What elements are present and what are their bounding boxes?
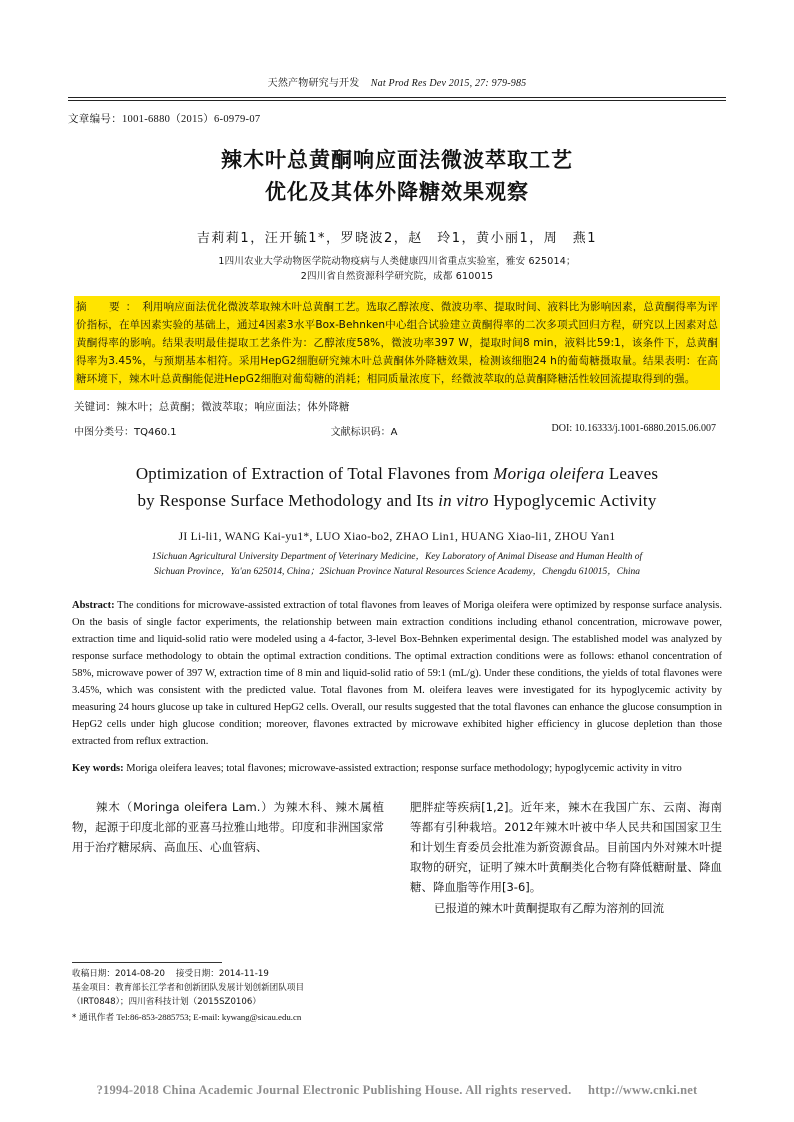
body-right-text-1: 肥胖症等疾病[1,2]。近年来，辣木在我国广东、云南、海南等都有引种栽培。2012年辣木叶被中华人民共和国国家卫生和计划生育委员会批准为新资源食品。目前国内外对辣木叶提取物的研究，证明了辣木叶黄酮类化合物有降低糖耐量、降血糖、降血脂等作用[3-6]。 bbox=[410, 799, 722, 895]
english-title bbox=[68, 460, 726, 514]
chinese-keywords bbox=[74, 399, 720, 414]
accepted-label: 接受日期： bbox=[175, 969, 219, 979]
cnki-footer bbox=[0, 1083, 794, 1098]
english-authors: JI Li-li1, WANG Kai-yu1*, LUO Xiao-bo2, ZHAO Lin1, HUANG Xiao-li1, ZHOU Yan1 bbox=[178, 530, 616, 543]
cnki-url: http://www.cnki.net bbox=[588, 1083, 698, 1097]
english-abstract-text: The conditions for microwave-assisted extraction of total flavones from leaves of Moriga oleifera were optimized by response surface analysis. On the basis of single factor experiments, the relationship between main extraction conditions including ethanol concentration, microwave power, extraction time and liquid-solid ratio were modeled using a 4-factor, 3-level Box-Behnken experimental design. The established model was analyzed by response surface methodology to obtain the optimal extraction conditions. The optimal extraction conditions were as follows: ethanol concentration of 58%, microwave power of 397 W, extraction time of 8 min and liquid-solid ratio of 59:1 (mL/g). Under these conditions, the yields of total flavones were 3.45%, which was consistent with the predicted value. Total flavones from M. oleifera leaves were investigated for its hypoglycemic activity by measuring 24 hours glucose up take in cultured HepG2 cells. Overall, our results suggested that the total flavones can enhance the glucose consumption in HepG2 cells under high glucose condition; moreover, flavones extracted by microwave exhibited higher efficiency in glucose depletion than those extracted from reflux extraction. bbox=[72, 599, 722, 747]
doc-code-value: A bbox=[390, 427, 398, 439]
running-head-chinese: 天然产物研究与开发 bbox=[267, 78, 360, 89]
received-date: 2014-08-20 bbox=[114, 969, 165, 979]
chinese-abstract-block bbox=[68, 296, 726, 438]
en-title-seg-2: Leaves bbox=[604, 464, 659, 484]
chinese-keywords-label: 关键词： bbox=[74, 401, 117, 414]
english-abstract bbox=[68, 597, 726, 750]
header-rule-thin bbox=[68, 100, 726, 101]
chinese-keywords-text: 辣木叶；总黄酮；微波萃取；响应面法；体外降糖 bbox=[116, 401, 350, 414]
document-code bbox=[331, 423, 398, 438]
en-title-italic-1: Moriga oleifera bbox=[493, 464, 605, 484]
footnote-corresponding bbox=[72, 1010, 402, 1026]
footnote-fund-1: 基金项目：教育部长江学者和创新团队发展计划创新团队项目 bbox=[72, 982, 305, 993]
en-title-italic-2: in vitro bbox=[438, 491, 489, 511]
chinese-abstract bbox=[74, 296, 720, 390]
clc-label: 中图分类号： bbox=[74, 427, 134, 439]
corresponding-text: 通讯作者 Tel:86-853-2885753; E-mail: kywang@sicau.edu.cn bbox=[79, 1011, 302, 1022]
title-line-1: 辣木叶总黄酮响应面法微波萃取工艺 bbox=[221, 147, 573, 172]
chinese-abstract-label: 摘 要： bbox=[76, 300, 143, 313]
body-paragraph-right-1 bbox=[410, 797, 722, 898]
chinese-authors: 吉莉莉1，汪开毓1*，罗晓波2，赵 玲1，黄小丽1，周 燕1 bbox=[196, 230, 598, 246]
english-affiliations bbox=[68, 550, 726, 581]
chinese-affiliations bbox=[68, 254, 726, 284]
body-column-left bbox=[72, 797, 384, 918]
english-abstract-label: Abstract: bbox=[72, 599, 115, 611]
en-title-seg-1: Optimization of Extraction of Total Flavones from bbox=[135, 464, 494, 484]
classification-line bbox=[74, 423, 720, 438]
running-head-english: Nat Prod Res Dev 2015, 27: 979-985 bbox=[370, 78, 527, 89]
body-left-text: 辣木（Moringa oleifera Lam.）为辣木科、辣木属植物，起源于印度北部的亚喜马拉雅山地带。印度和非洲国家常用于治疗糖尿病、高血压、心血管病、 bbox=[72, 799, 384, 855]
english-keywords-label: Key words: bbox=[72, 762, 124, 774]
chinese-abstract-text: 利用响应面法优化微波萃取辣木叶总黄酮工艺。选取乙醇浓度、微波功率、提取时间、液料比为影响因素，总黄酮得率为评价指标，在单因素实验的基础上，通过4因素3水平Box-Behnken中心组合试验建立黄酮得率的二次多项式回归方程，研究以上因素对总黄酮得率的影响。结果表明最佳提取工艺条件为：乙醇浓度58%，微波功率397 W，提取时间8 min，液料比59:1，该条件下，总黄酮得率为3.45%，与预期基本相符。采用HepG2细胞研究辣木叶总黄酮体外降糖效果，检测该细胞24 h的葡萄糖摄取量。结果表明：在高糖环境下，辣木叶总黄酮能促进HepG2细胞对葡萄糖的消耗；相同质量浓度下，经微波萃取的总黄酮降糖活性较回流提取得到的强。 bbox=[76, 300, 719, 386]
clc-value: TQ460.1 bbox=[134, 427, 177, 439]
english-title-line-2 bbox=[68, 487, 726, 514]
body-column-right bbox=[410, 797, 722, 918]
body-right-text-2: 已报道的辣木叶黄酮提取有乙醇为溶剂的回流 bbox=[434, 900, 664, 915]
running-head bbox=[68, 74, 726, 95]
chinese-affiliation-2: 2四川省自然资源科学研究院，成都 610015 bbox=[300, 270, 494, 282]
doi: DOI: 10.16333/j.1001-6880.2015.06.007 bbox=[551, 423, 716, 435]
page-content bbox=[68, 74, 726, 918]
en-title-seg-3: by Response Surface Methodology and Its bbox=[137, 491, 439, 511]
body-paragraph-left bbox=[72, 797, 384, 857]
doc-code-label: 文献标识码： bbox=[330, 427, 391, 439]
english-keywords bbox=[68, 760, 726, 777]
clc-code bbox=[74, 423, 177, 438]
body-paragraph-right-2 bbox=[410, 898, 722, 918]
footnote-dates bbox=[72, 968, 402, 982]
english-affiliation-1: 1Sichuan Agricultural University Department of Veterinary Medicine，Key Laboratory of Animal Disease and Human Health of bbox=[151, 551, 643, 562]
footnote-fund-2: （IRT0848）；四川省科技计划（2015SZ0106） bbox=[72, 996, 261, 1007]
english-keywords-text: Moriga oleifera leaves; total flavones; microwave-assisted extraction; response surface methodology; hypoglycemic activity in vitro bbox=[123, 762, 682, 774]
received-label: 收稿日期： bbox=[72, 969, 115, 979]
cnki-copyright: ?1994-2018 China Academic Journal Electronic Publishing House. All rights reserved. bbox=[96, 1083, 572, 1097]
footnote-block bbox=[72, 962, 402, 1026]
chinese-affiliation-1: 1四川农业大学动物医学院动物疫病与人类健康四川省重点实验室，雅安 625014； bbox=[218, 255, 576, 267]
title-line-2: 优化及其体外降糖效果观察 bbox=[265, 180, 529, 205]
body-columns bbox=[68, 797, 726, 918]
en-title-seg-4: Hypoglycemic Activity bbox=[488, 491, 657, 511]
english-title-line-1 bbox=[68, 460, 726, 487]
corresponding-star: * bbox=[72, 1012, 77, 1023]
english-affiliation-2: Sichuan Province，Ya'an 625014, China；2Sichuan Province Natural Resources Science Academy，Chengdu 610015，China bbox=[154, 567, 640, 578]
footnote-rule bbox=[72, 962, 222, 963]
page-title bbox=[68, 144, 726, 209]
header-rule bbox=[68, 97, 726, 98]
accepted-date: 2014-11-19 bbox=[218, 969, 269, 979]
article-number: 文章编号：1001-6880（2015）6-0979-07 bbox=[68, 113, 261, 125]
